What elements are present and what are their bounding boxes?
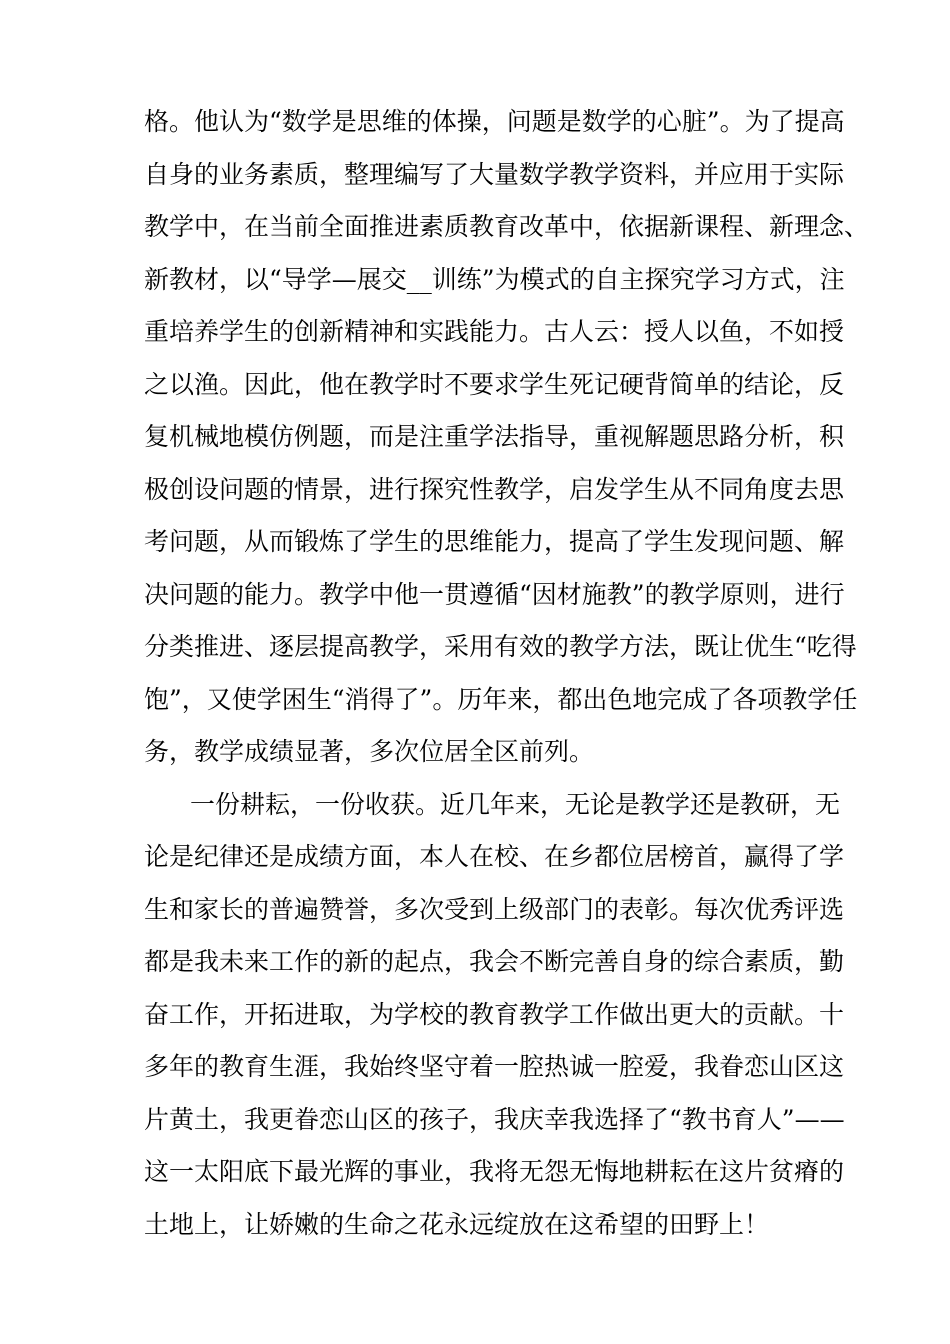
- text-line: 重培养学生的创新精神和实践能力。古人云：授人以鱼，不如授: [144, 317, 845, 346]
- text-line: 考问题，从而锻炼了学生的思维能力，提高了学生发现问题、解: [144, 527, 845, 556]
- text-line: 这一太阳底下最光辉的事业，我将无怨无悔地耕耘在这片贫瘠的: [144, 1157, 845, 1186]
- text-line: 自身的业务素质，整理编写了大量数学教学资料，并应用于实际: [144, 159, 845, 189]
- text-line: 教学中，在当前全面推进素质教育改革中，依据新课程、新理念、: [144, 212, 870, 241]
- text-line: 分类推进、逐层提高教学，采用有效的教学方法，既让优生“吃得: [144, 632, 857, 661]
- text-line: 极创设问题的情景，进行探究性教学，启发学生从不同角度去思: [144, 474, 845, 504]
- text-line: 论是纪律还是成绩方面，本人在校、在乡都位居榜首，赢得了学: [144, 842, 845, 871]
- text-line: 多年的教育生涯，我始终坚守着一腔热诚一腔爱，我眷恋山区这: [144, 1052, 845, 1081]
- paragraph-2: [144, 779, 845, 1252]
- text-line: 决问题的能力。教学中他一贯遵循“因材施教”的教学原则，进行: [144, 579, 845, 609]
- text-line: 土地上，让娇嫩的生命之花永远绽放在这希望的田野上！: [144, 1209, 770, 1239]
- paragraph-1: [144, 96, 870, 779]
- text-line: 饱”，又使学困生“消得了”。历年来，都出色地完成了各项教学任: [144, 684, 858, 714]
- text-line: 格。他认为“数学是思维的体操，问题是数学的心脏”。为了提高: [144, 107, 845, 136]
- text-line: 之以渔。因此，他在教学时不要求学生死记硬背简单的结论，反: [144, 369, 845, 399]
- text-line: 复机械地模仿例题，而是注重学法指导，重视解题思路分析，积: [144, 422, 845, 451]
- text-line: 务，教学成绩显著，多次位居全区前列。: [144, 737, 595, 766]
- text-line: 片黄土，我更眷恋山区的孩子，我庆幸我选择了“教书育人”——: [144, 1104, 845, 1134]
- text-line: 都是我未来工作的新的起点，我会不断完善自身的综合素质，勤: [144, 947, 845, 976]
- text-line: 奋工作，开拓进取，为学校的教育教学工作做出更大的贡献。十: [144, 999, 845, 1029]
- text-line-first: 一份耕耘，一份收获。近几年来，无论是教学还是教研，无: [190, 789, 841, 819]
- text-line: 生和家长的普遍赞誉，多次受到上级部门的表彰。每次优秀评选: [144, 894, 845, 924]
- text-line: 新教材，以“导学—展交__训练”为模式的自主探究学习方式，注: [144, 264, 845, 294]
- body-text: [144, 96, 870, 1251]
